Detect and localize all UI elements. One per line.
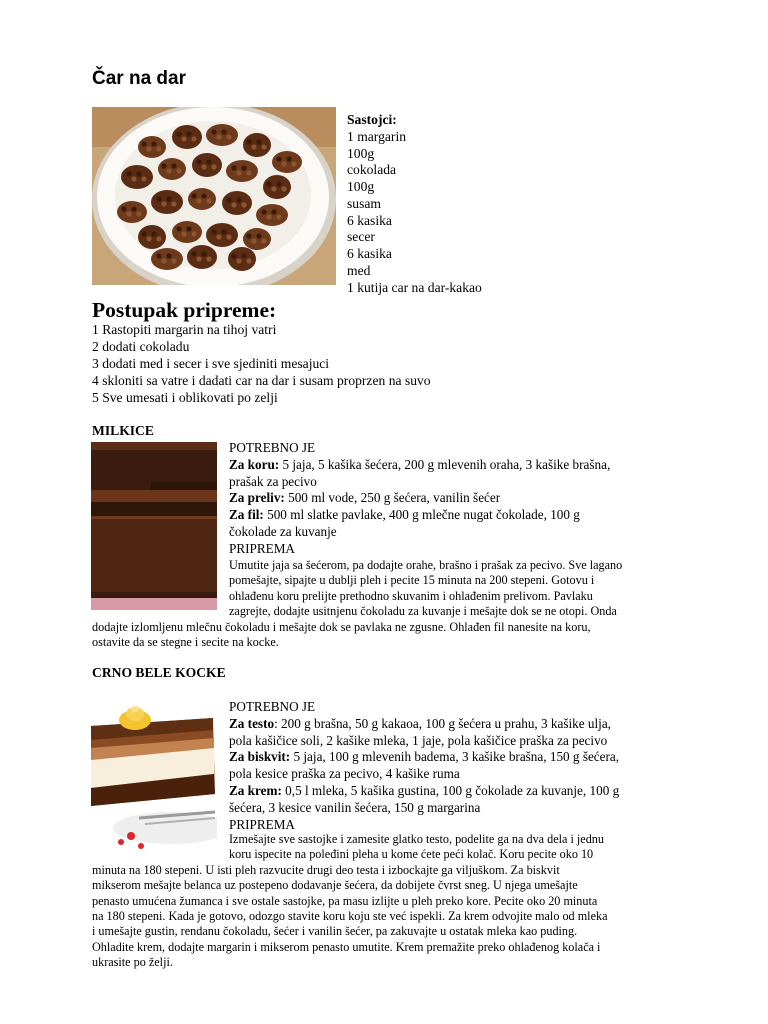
cookie-crumb [181, 136, 186, 141]
cookie-cluster [192, 153, 222, 177]
cookie-cluster [187, 245, 217, 269]
milkice-ingredients [229, 440, 694, 558]
cookie-crumb [291, 161, 296, 166]
cookie-cluster [206, 223, 238, 247]
cookie-crumb [266, 214, 271, 219]
cookie-crumb [276, 156, 281, 161]
ingredient-line-testo-cont: pola kašičice soli, 2 kašike mleka, 1 jaje, pola kašičice praška za pecivo [229, 732, 608, 748]
cookie-crumb [211, 164, 216, 169]
cookie-crumb [141, 176, 146, 181]
cookie-crumb [266, 181, 271, 186]
cookie-crumb [171, 201, 176, 206]
cookie-crumb [161, 201, 166, 206]
cookie-crumb [161, 258, 166, 263]
ingredient-line-fil [229, 507, 694, 524]
krem-label: Za krem: [229, 782, 282, 798]
cookie-crumb [246, 139, 251, 144]
cookie-crumb [286, 156, 291, 161]
ingredient-line-biskvit-cont: pola kesice praška za pecivo, 4 kašike ruma [229, 766, 460, 782]
cookie-crumb [191, 136, 196, 141]
cookie-crumb [136, 211, 141, 216]
cookie-crumb [121, 206, 126, 211]
cookie-crumb [176, 131, 181, 136]
ingredient-item: cokolada [347, 162, 397, 178]
cookie-crumb [241, 165, 246, 170]
cookie-crumb [156, 253, 161, 258]
needed-label: POTREBNO JE [229, 699, 316, 714]
method-step: 4 skloniti sa vatre i dadati car na dar i susam proprzen na suvo [92, 373, 431, 388]
ingredient-item: 6 kasika [347, 212, 392, 228]
cookie-cluster [228, 247, 256, 271]
koru-text: 5 jaja, 5 kašika šećera, 200 g mlevenih oraha, 3 kašike brašna, [279, 456, 611, 472]
ingredient-line-koru-cont: prašak za pecivo [229, 473, 317, 489]
cookie-crumb [246, 233, 251, 238]
cookie-crumb [271, 209, 276, 214]
cookie-crumb [191, 251, 196, 256]
cookie-crumb [171, 258, 176, 263]
cookie-crumb [191, 231, 196, 236]
cookie-crumb [246, 170, 251, 175]
fil-label: Za fil: [229, 507, 264, 523]
cookie-crumb [156, 146, 161, 151]
prep-label: PRIPREMA [229, 540, 295, 556]
cookie-crumb [141, 231, 146, 236]
method-line: dodajte izlomljenu mlečnu čokoladu i mešajte dok se pavlaka ne zgusne. Ohlađen fil nanesite na koru, [92, 619, 591, 634]
cookie-crumb [241, 253, 246, 258]
cookie-crumb [206, 256, 211, 261]
method-step: 3 dodati med i secer i sve sjediniti mesajuci [92, 356, 330, 371]
cookie-crumb [146, 236, 151, 241]
ingredient-item: susam [347, 195, 381, 211]
cookie-crumb [221, 229, 226, 234]
cookie-crumb [276, 214, 281, 219]
ingredient-item: secer [347, 229, 375, 245]
prep-label: PRIPREMA [229, 816, 295, 832]
method-line: ukrasite po želji. [92, 955, 173, 970]
cookie-crumb [226, 134, 231, 139]
cookie-crumb [256, 139, 261, 144]
ingredients-heading: Sastojci: [347, 112, 397, 127]
method-line: zagrejte, dodajte usitnjenu čokoladu za kuvanje i mešajte dok se ne otopi. Onda [229, 604, 617, 619]
cookie-crumb [261, 238, 266, 243]
method-line: Ohladite krem, dodajte margarin i mikserom penasto umutite. Krem premažite preko ohlađenog kolača i [92, 939, 601, 954]
cookie-crumb [181, 231, 186, 236]
cookie-crumb [166, 168, 171, 173]
cookie-crumb [251, 144, 256, 149]
cookie-cluster [226, 160, 258, 182]
cookie-crumb [131, 176, 136, 181]
milkice-method [92, 558, 692, 650]
method-line: mikserom mešajte belanca uz postepeno dodavanje šećera, da dobijete čvrst sneg. U njega umešajte [92, 878, 578, 893]
cookie-crumb [226, 234, 231, 239]
cookie-cluster [151, 248, 183, 270]
method-line: koru ispecite na poleđini pleha u kome ćete peći kolač. Koru pecite oko 10 [229, 847, 594, 862]
cookie-crumb [151, 231, 156, 236]
cookie-crumb [221, 129, 226, 134]
method-line: minuta na 180 stepeni. U isti pleh razvucite drugi deo testa i izbockajte ga viljuškom. Za biskvit [92, 862, 560, 877]
cookie-crumb [156, 196, 161, 201]
cookie-crumb [281, 161, 286, 166]
cookie-crumb [126, 171, 131, 176]
cookie-crumb [226, 197, 231, 202]
cookie-crumb [216, 134, 221, 139]
ingredient-item: 100g [347, 179, 375, 194]
method-line: i umešajte gustin, rendanu čokoladu, šećer i vanilin šećer, pa zakuvajte u ostatak mleka kao puding. [92, 924, 578, 939]
cookie-crumb [256, 233, 261, 238]
ingredient-item: 1 margarin [347, 128, 407, 144]
cookie-crumb [196, 159, 201, 164]
testo-text: : 200 g brašna, 50 g kakaoa, 100 g šećera u prahu, 3 kašike ulja, [274, 715, 611, 731]
cookie-cluster [188, 188, 216, 210]
cookie-cluster [117, 201, 147, 223]
cookie-crumb [196, 256, 201, 261]
needed-label: POTREBNO JE [229, 440, 316, 455]
cookie-cluster [172, 125, 202, 149]
biskvit-text: 5 jaja, 100 g mlevenih badema, 3 kašike brašna, 150 g šećera, [290, 749, 620, 765]
cookie-crumb [261, 209, 266, 214]
ingredient-line-preliv [229, 490, 694, 507]
method-line: penasto umućena žumanca i sve ostale sastojke, pa masu izlijte u pleh preko kore. Pecite oko 20 minuta [92, 893, 598, 908]
ingredient-line-biskvit [229, 749, 694, 766]
cookie-crumb [211, 129, 216, 134]
method-line: ostavite da se stegne i secite na kocke. [92, 635, 279, 650]
preliv-label: Za preliv: [229, 490, 285, 506]
cookie-crumb [211, 229, 216, 234]
ingredient-item: 100g [347, 145, 375, 161]
cookie-crumb [271, 186, 276, 191]
cookie-cluster [138, 136, 166, 158]
cookie-crumb [216, 234, 221, 239]
cookie-crumb [161, 163, 166, 168]
cookie-crumb [166, 253, 171, 258]
ingredient-line-krem [229, 783, 694, 800]
method-line: Izmešajte sve sastojke i zamesite glatko testo, podelite ga na dva dela i jednu [229, 832, 604, 846]
method-step: 1 Rastopiti margarin na tihoj vatri [92, 322, 277, 337]
cookie-crumb [231, 202, 236, 207]
ingredient-line-koru [229, 457, 694, 474]
cookie-plate-illustration [92, 107, 336, 285]
cookie-crumb [201, 164, 206, 169]
cookie-crumb [236, 258, 241, 263]
method-line: pomešajte, sipajte u dublji pleh i pecite 15 minuta na 200 stepeni. Gotovu i [229, 573, 595, 588]
cookie-cluster [138, 225, 166, 249]
recipe-title-car-na-dar: Čar na dar [92, 68, 186, 89]
cookie-crumb [166, 196, 171, 201]
preliv-text: 500 ml vode, 250 g šećera, vanilin šećer [284, 490, 501, 506]
cookie-crumb [261, 144, 266, 149]
method-step: 5 Sve umesati i oblikovati po zelji [92, 390, 278, 405]
crno-bele-kocke-method [92, 832, 692, 971]
cookie-cluster [256, 204, 288, 226]
ingredient-item: 6 kasika [347, 246, 392, 261]
cookie-crumb [171, 163, 176, 168]
cookie-cluster [243, 133, 271, 157]
cookie-crumb [131, 206, 136, 211]
cookie-crumb [246, 258, 251, 263]
recipe-title-milkice: MILKICE [92, 423, 154, 438]
cookie-crumb [201, 193, 206, 198]
cookie-crumb [206, 198, 211, 203]
method-line: Umutite jaja sa šećerom, pa dodajte orahe, brašno i prašak za pecivo. Sve lagano [229, 558, 623, 572]
cookie-crumb [196, 198, 201, 203]
cookie-crumb [176, 168, 181, 173]
ingredient-line-testo [229, 716, 694, 733]
method-steps [92, 321, 431, 406]
cookie-crumb [206, 159, 211, 164]
cookie-crumb [201, 251, 206, 256]
method-line: ohlađenu koru prelijte prethodno skuvanim i ohlađenim prelivom. Pavlaku [229, 588, 593, 603]
recipe-title-crno-bele-kocke: CRNO BELE KOCKE [92, 665, 226, 680]
cookie-crumb [186, 226, 191, 231]
cookie-crumb [231, 165, 236, 170]
koru-label: Za koru: [229, 456, 280, 472]
crno-bele-kocke-ingredients [229, 699, 694, 833]
cookie-crumb [126, 211, 131, 216]
cookie-crumb [191, 193, 196, 198]
ingredient-line-krem-cont: šećera, 3 kesice vanilin šećera, 150 g margarina [229, 799, 481, 815]
ingredient-line-fil-cont: čokolade za kuvanje [229, 523, 337, 539]
cookie-crumb [156, 236, 161, 241]
method-line: na 180 stepeni. Kada je gotovo, odozgo stavite koru koju ste već ispekli. Za krem odvojite malo od mleka [92, 909, 608, 924]
ingredients-list [347, 112, 482, 296]
biskvit-label: Za biskvit: [229, 749, 291, 765]
cookie-crumb [136, 171, 141, 176]
method-heading: Postupak pripreme: [92, 298, 277, 322]
cookie-crumb [231, 253, 236, 258]
cookie-cluster [158, 158, 186, 180]
cookie-cluster [206, 124, 238, 146]
cookie-cluster [172, 221, 202, 243]
ingredient-item: 1 kutija car na dar-kakao [347, 279, 482, 295]
cookie-crumb [251, 238, 256, 243]
cookie-crumb [241, 202, 246, 207]
cookie-cluster [222, 191, 252, 215]
method-step: 2 dodati cokoladu [92, 339, 190, 354]
cookie-cluster [151, 190, 183, 214]
cookie-cluster [263, 175, 291, 199]
cookie-crumb [141, 141, 146, 146]
cookie-cluster [272, 151, 302, 173]
cookie-cluster [243, 228, 271, 250]
cookie-cluster [121, 165, 153, 189]
krem-text: 0,5 l mleka, 5 kašika gustina, 100 g čokolade za kuvanje, 100 g [281, 782, 620, 798]
cookie-crumb [146, 146, 151, 151]
ingredient-item: med [347, 262, 371, 278]
cookie-crumb [236, 197, 241, 202]
cookie-crumb [236, 170, 241, 175]
car-na-dar-photo [92, 107, 336, 285]
cookie-crumb [151, 141, 156, 146]
cookie-crumb [176, 226, 181, 231]
fil-text: 500 ml slatke pavlake, 400 g mlečne nugat čokolade, 100 g [263, 507, 580, 523]
cookie-crumb [276, 181, 281, 186]
cookie-crumb [186, 131, 191, 136]
cookie-crumb [281, 186, 286, 191]
testo-label: Za testo [229, 715, 275, 731]
